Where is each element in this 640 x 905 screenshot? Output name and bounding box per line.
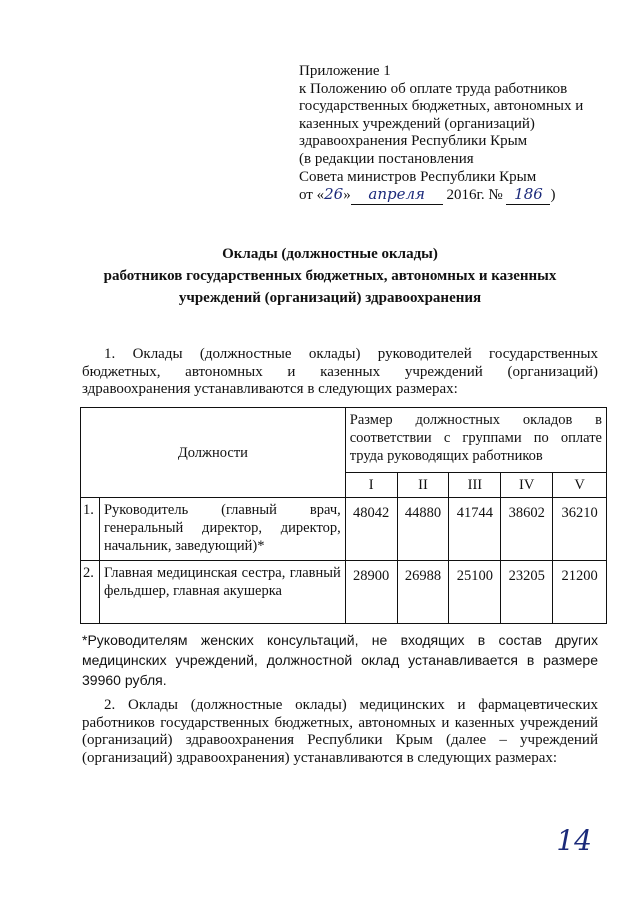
- row-value: 23205: [501, 561, 553, 624]
- row-position: Руководитель (главный врач, генеральный директор, директор, начальник, заведующий)*: [99, 498, 345, 561]
- date-prefix: от «: [299, 187, 325, 204]
- number-sign: №: [488, 187, 503, 204]
- handwritten-month: апреля: [351, 186, 443, 205]
- table-header-row: [81, 408, 607, 473]
- group-header: IV: [501, 473, 553, 498]
- appendix-line: Приложение 1: [299, 63, 391, 79]
- date-mid: »: [343, 187, 351, 204]
- row-value: 28900: [345, 561, 397, 624]
- handwritten-number: 186: [506, 186, 550, 205]
- table-row: [81, 561, 607, 624]
- document-title: [60, 243, 600, 309]
- row-value: 48042: [345, 498, 397, 561]
- row-value: 26988: [397, 561, 449, 624]
- group-header: II: [397, 473, 449, 498]
- appendix-line: Совета министров Республики Крым: [299, 168, 537, 185]
- appendix-line: казенных учреждений (организаций): [299, 115, 535, 132]
- header-position: Должности: [81, 408, 346, 498]
- footnote: *Руководителям женских консультаций, не входящих в состав других медицинских учреждений, должностной оклад устанавливается в размере 39960 рубля.: [82, 632, 598, 688]
- group-header: III: [449, 473, 501, 498]
- row-value: 21200: [553, 561, 607, 624]
- row-value: 25100: [449, 561, 501, 624]
- row-number: 2.: [81, 561, 100, 624]
- handwritten-day: 26: [324, 185, 344, 204]
- paragraph-2: 2. Оклады (должностные оклады) медицинских и фармацевтических работников государственных бюджетных, автономных и казенных учреждений (организаций) здравоохранения Республики Крым (далее – учреждений (организаций) здравоохранения) устанавливаются в следующих размерах:: [82, 697, 598, 766]
- paragraph-1: 1. Оклады (должностные оклады) руководителей государственных бюджетных, автономных и казенных учреждений (организаций) здравоохранения устанавливаются в следующих размерах:: [82, 346, 598, 397]
- group-header: V: [553, 473, 607, 498]
- date-suffix: ): [550, 187, 556, 204]
- appendix-line: государственных бюджетных, автономных и: [299, 98, 584, 115]
- title-line: Оклады (должностные оклады): [222, 246, 438, 262]
- row-value: 38602: [501, 498, 553, 561]
- salary-table: [80, 407, 607, 624]
- row-value: 41744: [449, 498, 501, 561]
- row-position: Главная медицинская сестра, главный фельдшер, главная акушерка: [99, 561, 345, 624]
- row-value: 44880: [397, 498, 449, 561]
- header-salary: Размер должностных окладов в соответствии с группами по оплате труда руководящих работников: [345, 408, 606, 473]
- page-number: 14: [556, 824, 592, 857]
- title-line: учреждений (организаций) здравоохранения: [178, 290, 482, 306]
- appendix-line: здравоохранения Республики Крым: [299, 133, 528, 150]
- appendix-line: (в редакции постановления: [299, 150, 474, 167]
- row-number: 1.: [81, 498, 100, 561]
- appendix-header: [299, 63, 583, 205]
- row-value: 36210: [553, 498, 607, 561]
- group-header: I: [345, 473, 397, 498]
- date-year: 2016г.: [446, 187, 485, 204]
- table-row: [81, 498, 607, 561]
- appendix-line: к Положению об оплате труда работников: [299, 80, 568, 97]
- appendix-date-line: [299, 186, 583, 205]
- title-line: работников государственных бюджетных, автономных и казенных: [103, 268, 557, 284]
